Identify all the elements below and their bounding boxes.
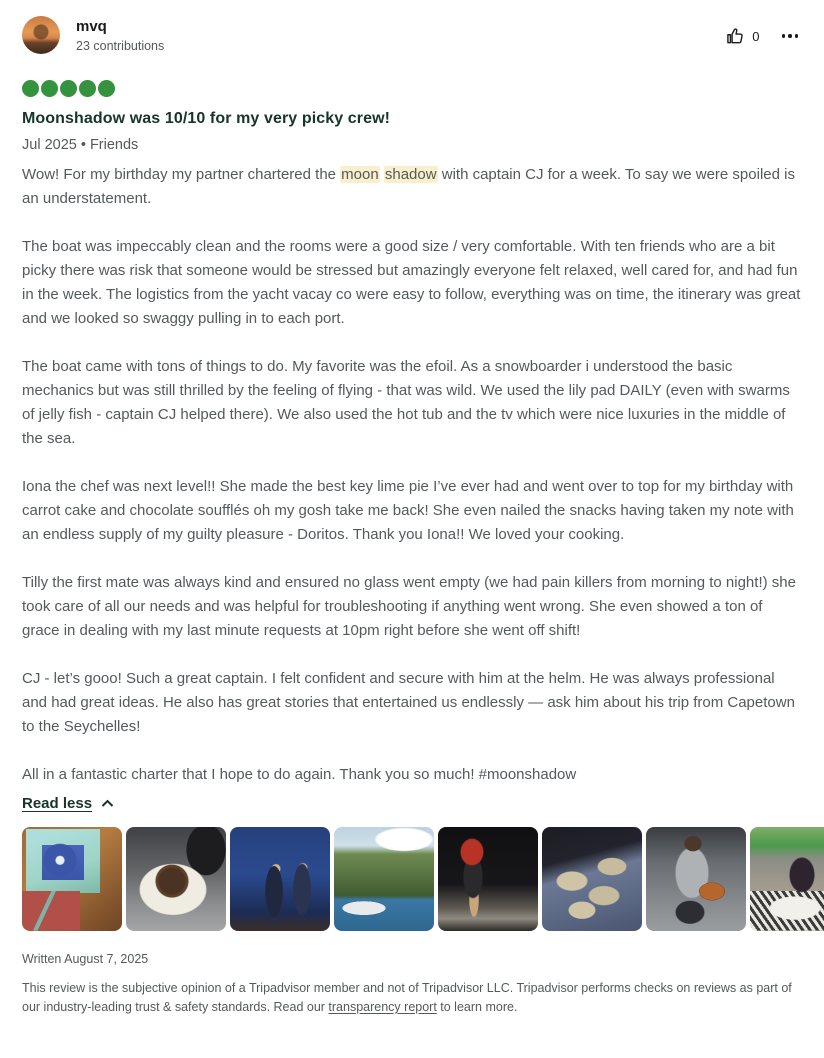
review-paragraph: Wow! For my birthday my partner chartered the moon shadow with captain CJ for a week. To say we were spoiled is an understatement. bbox=[22, 166, 795, 207]
read-less-button[interactable]: Read less bbox=[22, 795, 114, 812]
review-photo[interactable] bbox=[22, 827, 122, 931]
avatar[interactable] bbox=[22, 16, 60, 54]
overflow-menu-icon[interactable] bbox=[782, 30, 799, 42]
rating-bubble bbox=[22, 80, 39, 97]
rating-bubble bbox=[79, 80, 96, 97]
review-header bbox=[22, 16, 802, 54]
highlighted-term: shadow bbox=[384, 166, 437, 183]
transparency-report-link[interactable]: transparency report bbox=[328, 1000, 437, 1014]
helpful-button[interactable] bbox=[725, 26, 759, 46]
review-photo[interactable] bbox=[646, 827, 746, 931]
review-paragraph: The boat came with tons of things to do. My favorite was the efoil. As a snowboarder i understood the basic mechanics but was still thrilled by the feeling of flying - that was wild. We used the lily pad DAILY (even with swarms of jelly fish - captain CJ helped there). We also used the hot tub and the tv which were nice luxuries in the middle of the sea. bbox=[22, 358, 790, 447]
rating-bubble bbox=[41, 80, 58, 97]
review-photo[interactable] bbox=[542, 827, 642, 931]
rating-bubbles bbox=[22, 80, 802, 97]
review-paragraph: Iona the chef was next level!! She made the best key lime pie I’ve ever had and went over to top for my birthday with carrot cake and chocolate soufflés oh my gosh take me back! She even nailed the snacks having taken my note with an endless supply of my guilty pleasure - Doritos. Thank you Iona!! We loved your cooking. bbox=[22, 478, 794, 543]
review-paragraph: All in a fantastic charter that I hope to do again. Thank you so much! #moonshadow bbox=[22, 766, 577, 783]
review-disclaimer: This review is the subjective opinion of a Tripadvisor member and not of Tripadvisor LLC. Tripadvisor performs checks on reviews as part of our industry-leading trust & safety standards. Read our transparency report to learn more. bbox=[22, 981, 792, 1014]
rating-bubble bbox=[60, 80, 77, 97]
user-info bbox=[76, 16, 164, 53]
review-paragraph: CJ - let’s gooo! Such a great captain. I felt confident and secure with him at the helm. He was always professional and had great ideas. He also has great stories that entertained us endlessly — ask him about his trip from Capetown to the Seychelles! bbox=[22, 670, 795, 735]
review-photo[interactable] bbox=[230, 827, 330, 931]
thumbs-up-icon bbox=[725, 26, 745, 46]
highlighted-term: moon bbox=[341, 166, 379, 183]
review-paragraph: The boat was impeccably clean and the rooms were a good size / very comfortable. With ten friends who are a bit picky there was risk that someone would be stressed but amazingly everyone felt relaxed, well cared for, and had fun in the week. The logistics from the yacht vacay co were easy to follow, everything was on time, the itinerary was great and we looked so swaggy pulling in to each port. bbox=[22, 238, 801, 327]
review-photos-strip bbox=[22, 827, 824, 931]
review-photo[interactable] bbox=[334, 827, 434, 931]
rating-bubble bbox=[98, 80, 115, 97]
username[interactable]: mvq bbox=[76, 18, 107, 35]
written-date: Written August 7, 2025 bbox=[22, 952, 149, 966]
review-photo[interactable] bbox=[126, 827, 226, 931]
chevron-up-icon bbox=[101, 799, 114, 808]
review-paragraph: Tilly the first mate was always kind and ensured no glass went empty (we had pain killers from morning to night!) she took care of all our needs and was helpful for troubleshooting if anything went wrong. She even showed a ton of grace in dealing with my last minute requests at 10pm right before she went off shift! bbox=[22, 574, 796, 639]
review-photo[interactable] bbox=[438, 827, 538, 931]
helpful-count: 0 bbox=[752, 28, 760, 44]
contributions-count: 23 contributions bbox=[76, 39, 165, 53]
review-date-trip-type: Jul 2025 • Friends bbox=[22, 137, 139, 153]
review-photo[interactable] bbox=[750, 827, 824, 931]
review-body bbox=[22, 163, 802, 787]
header-actions bbox=[725, 16, 802, 46]
review-title: Moonshadow was 10/10 for my very picky crew! bbox=[22, 110, 391, 127]
